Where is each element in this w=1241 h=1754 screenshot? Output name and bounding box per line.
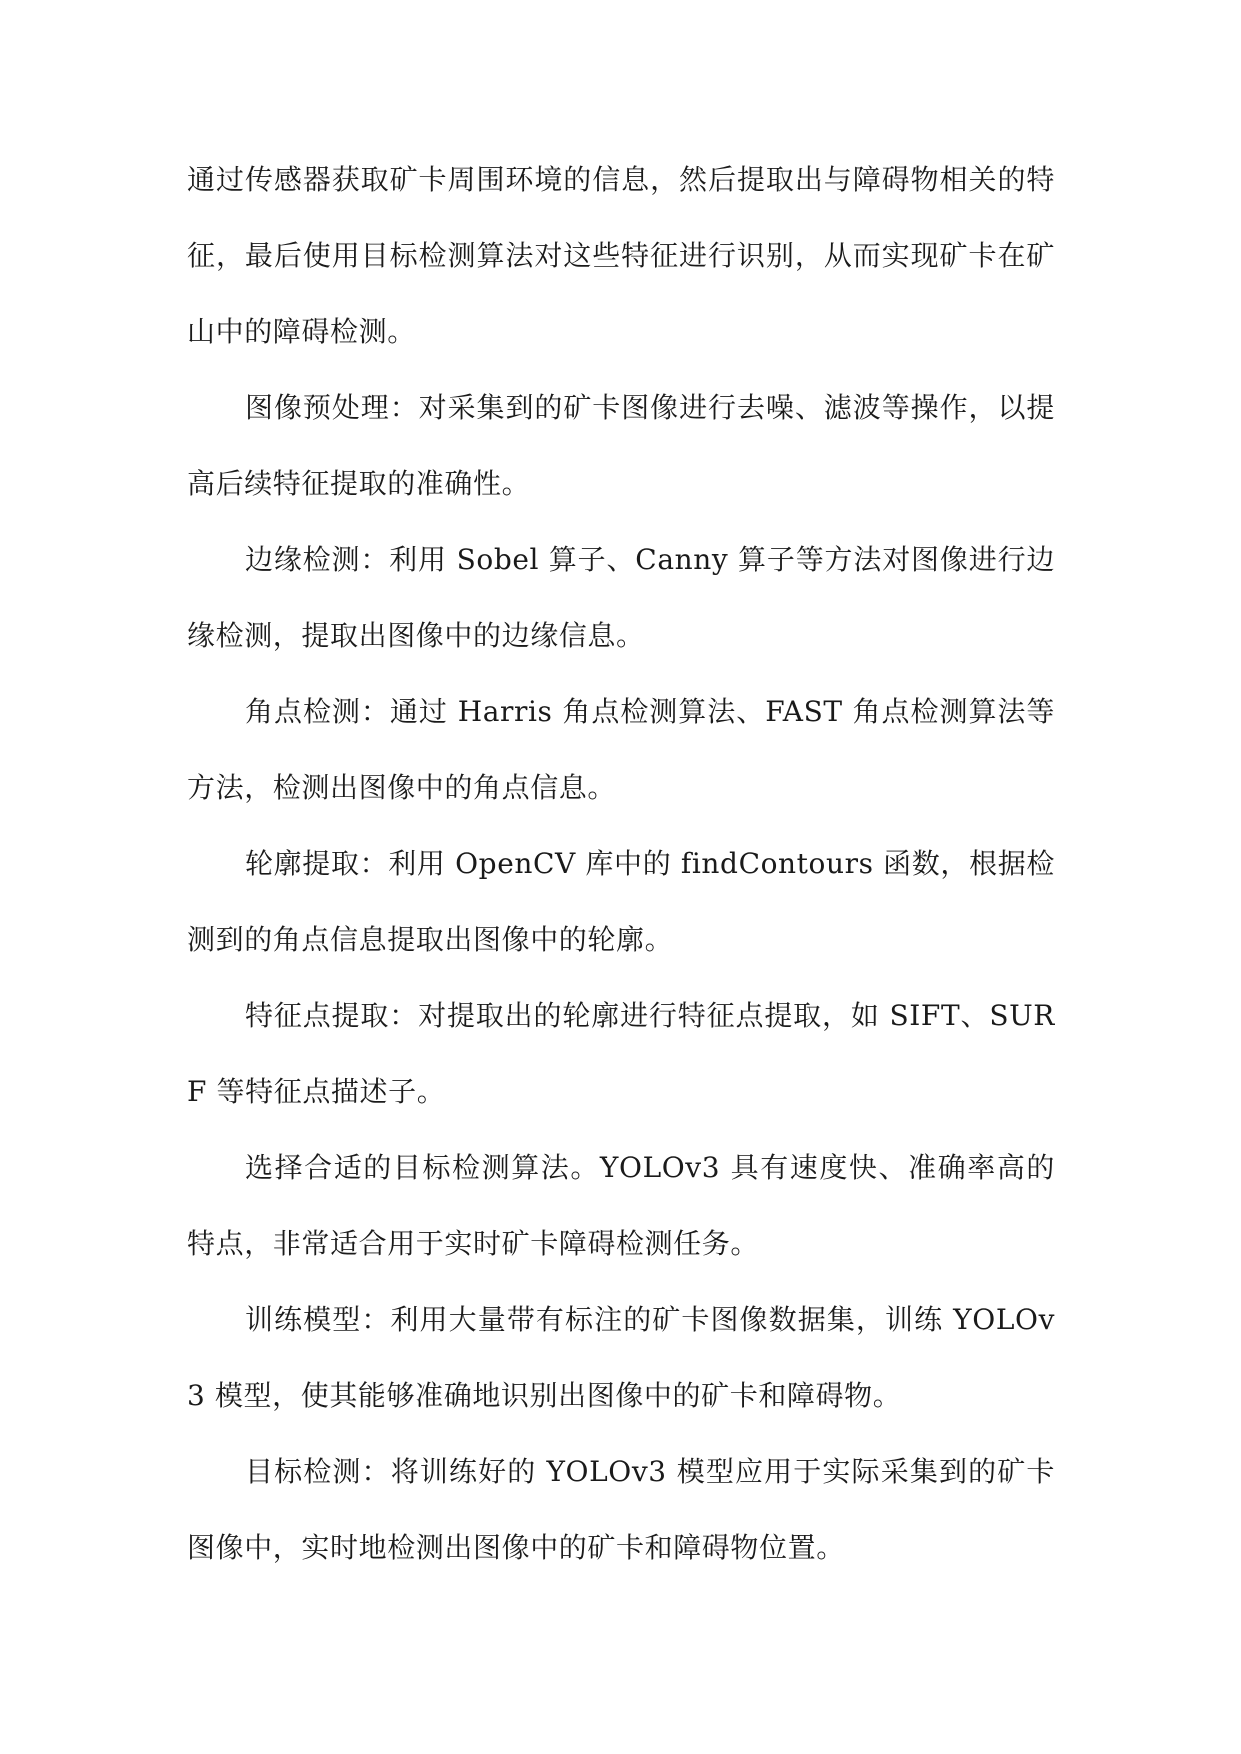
paragraph-corner-detection: 角点检测：通过 Harris 角点检测算法、FAST 角点检测算法等方法，检测出图像中的角点信息。 xyxy=(187,695,1055,804)
paragraph-edge-detection: 边缘检测：利用 Sobel 算子、Canny 算子等方法对图像进行边缘检测，提取出图像中的边缘信息。 xyxy=(187,543,1055,652)
paragraph-object-detection: 目标检测：将训练好的 YOLOv3 模型应用于实际采集到的矿卡图像中，实时地检测出图像中的矿卡和障碍物位置。 xyxy=(187,1455,1055,1564)
document-body xyxy=(187,142,1055,1586)
paragraph-feature-point-extraction: 特征点提取：对提取出的轮廓进行特征点提取，如 SIFT、SURF 等特征点描述子。 xyxy=(187,999,1055,1108)
paragraph-algorithm-selection: 选择合适的目标检测算法。YOLOv3 具有速度快、准确率高的特点，非常适合用于实时矿卡障碍检测任务。 xyxy=(187,1151,1055,1260)
paragraph-contour-extraction: 轮廓提取：利用 OpenCV 库中的 findContours 函数，根据检测到的角点信息提取出图像中的轮廓。 xyxy=(187,847,1055,956)
paragraph-image-preprocessing: 图像预处理：对采集到的矿卡图像进行去噪、滤波等操作，以提高后续特征提取的准确性。 xyxy=(187,391,1055,500)
paragraph-model-training: 训练模型：利用大量带有标注的矿卡图像数据集，训练 YOLOv3 模型，使其能够准确地识别出图像中的矿卡和障碍物。 xyxy=(187,1303,1055,1412)
paragraph-continuation: 通过传感器获取矿卡周围环境的信息，然后提取出与障碍物相关的特征，最后使用目标检测算法对这些特征进行识别，从而实现矿卡在矿山中的障碍检测。 xyxy=(187,163,1055,348)
